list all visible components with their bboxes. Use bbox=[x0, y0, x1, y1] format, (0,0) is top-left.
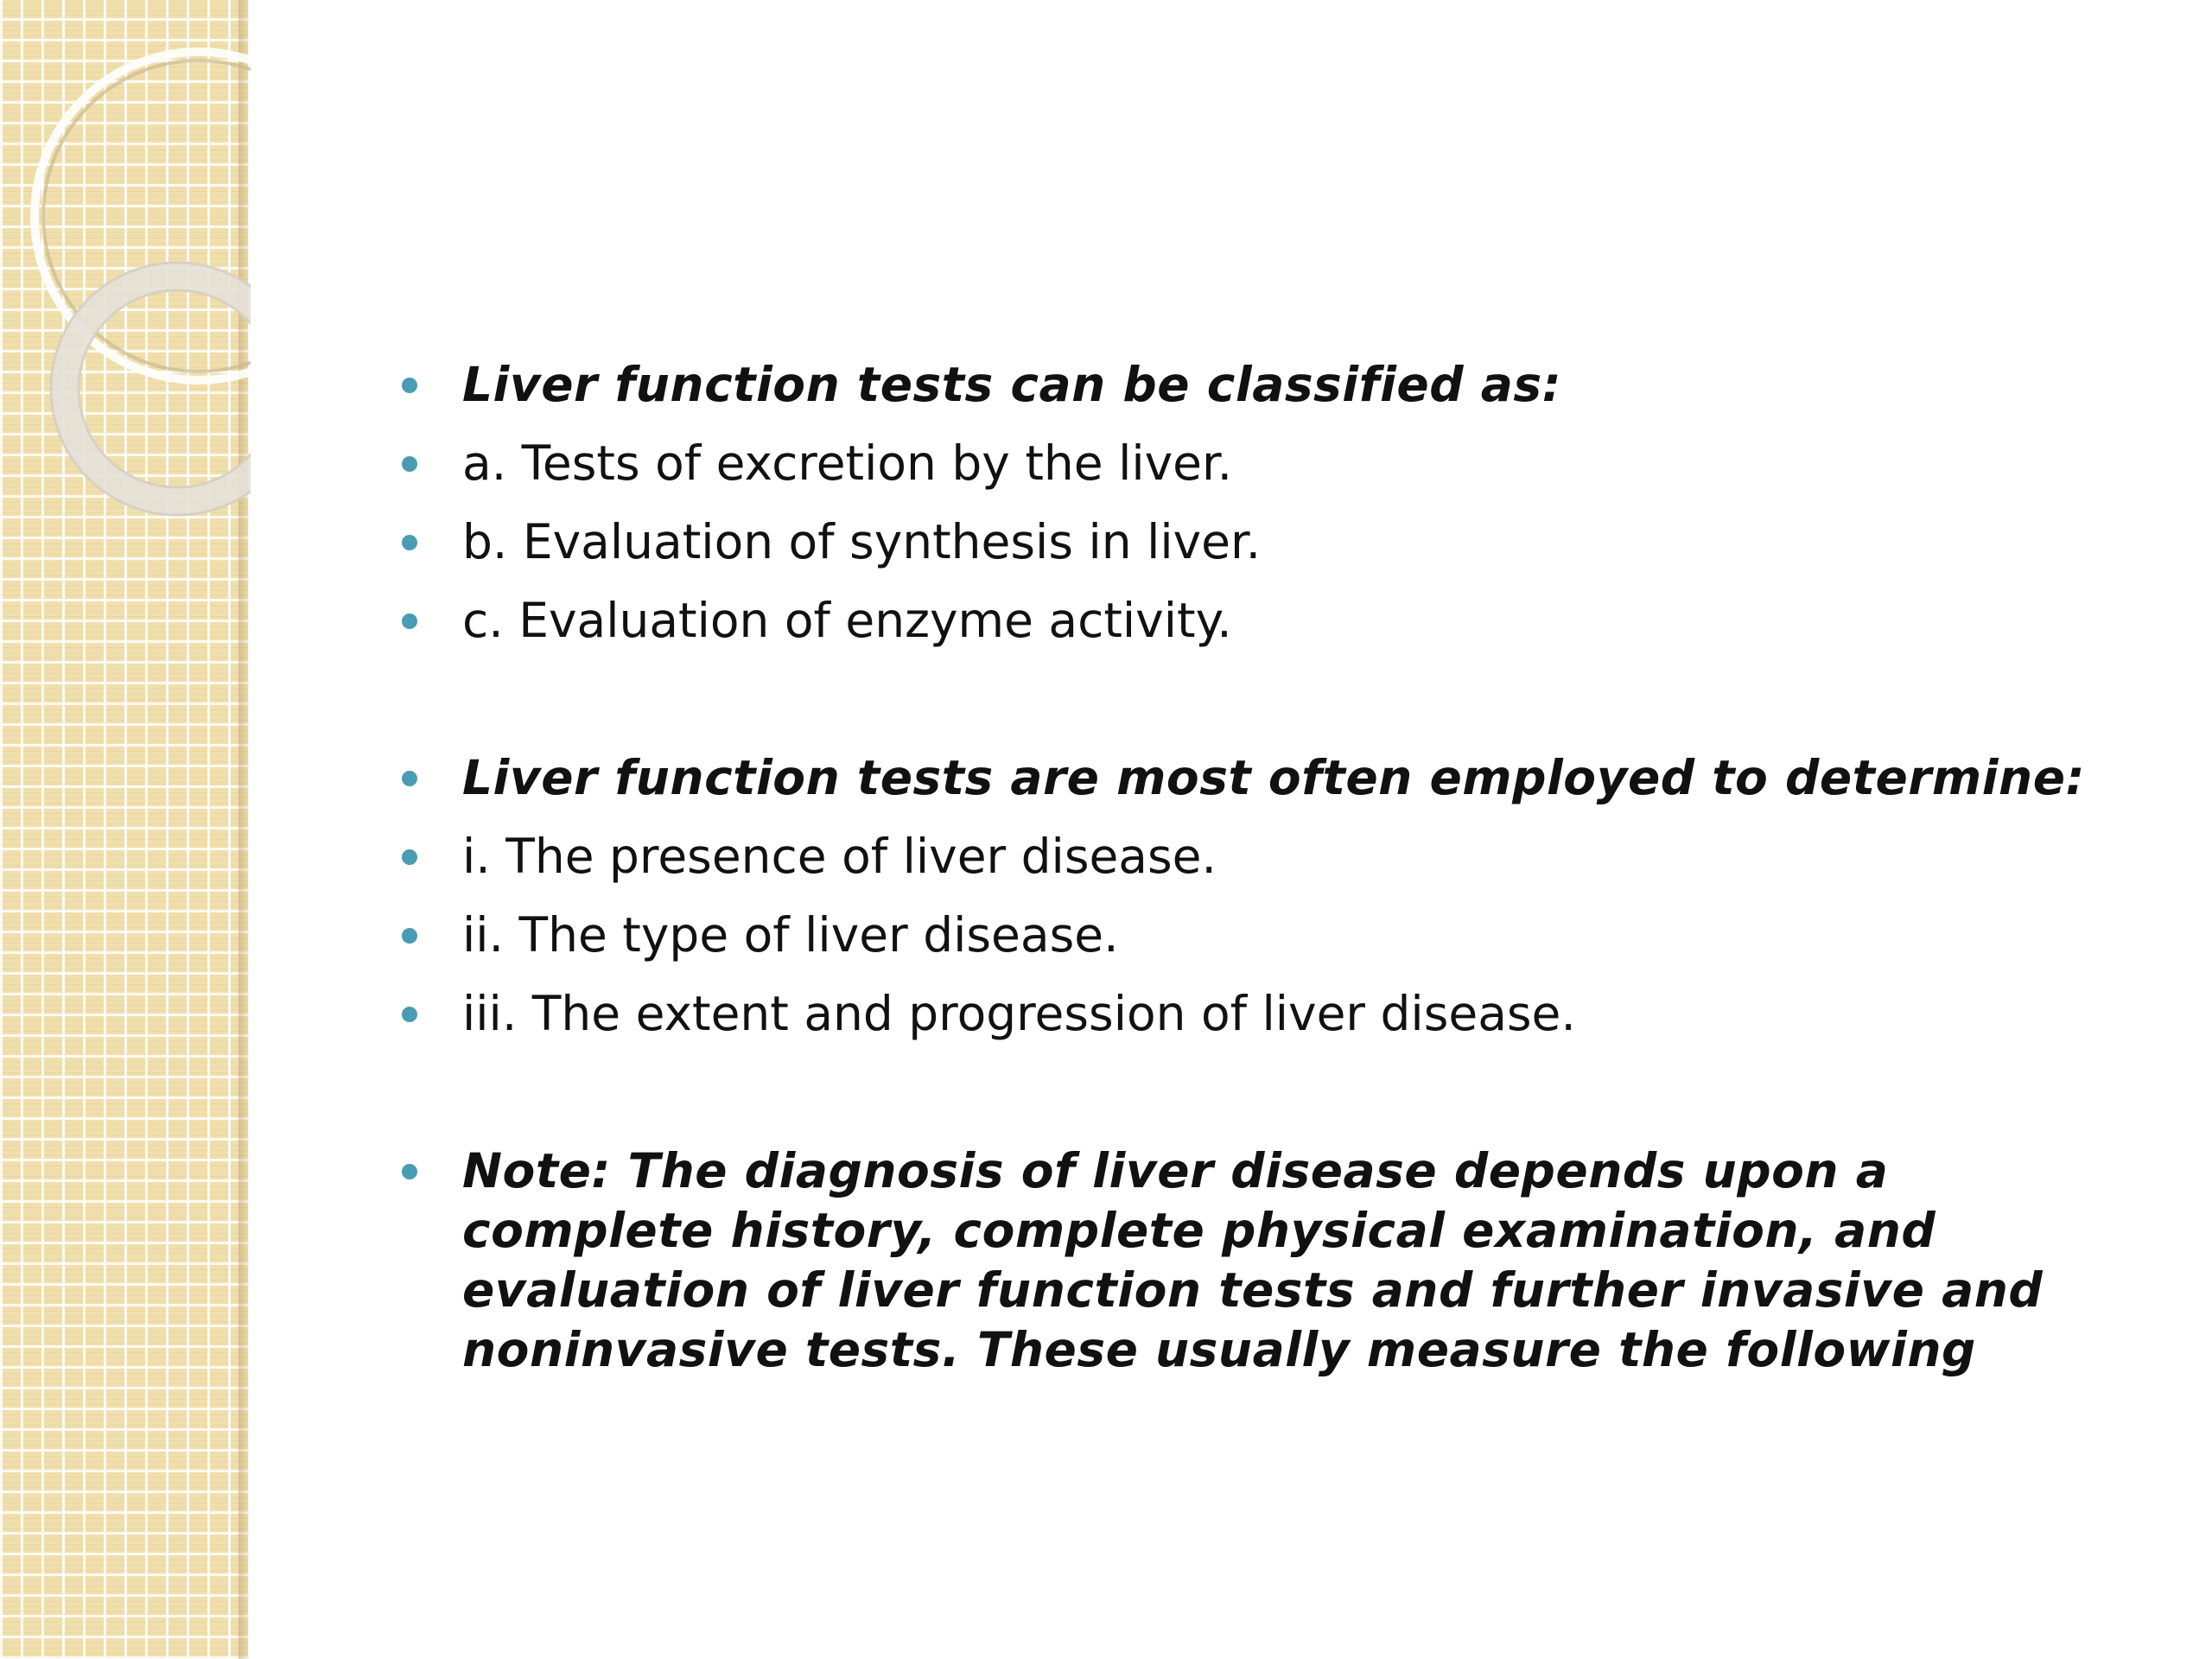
list-item bbox=[380, 503, 2177, 582]
list-item bbox=[380, 346, 2177, 424]
list-item bbox=[380, 817, 2177, 896]
list-item bbox=[380, 739, 2177, 817]
list-item-text: Liver function tests are most often employed to determine: bbox=[462, 750, 2085, 805]
decorative-rings-icon bbox=[0, 0, 251, 553]
bullet-icon bbox=[402, 613, 417, 629]
list-item bbox=[380, 582, 2177, 660]
list-item-text: b. Evaluation of synthesis in liver. bbox=[462, 514, 1262, 569]
list-item bbox=[380, 896, 2177, 975]
bullet-icon bbox=[402, 1164, 417, 1179]
list-item-text: Liver function tests can be classified as: bbox=[462, 357, 1562, 412]
list-item-text: c. Evaluation of enzyme activity. bbox=[462, 593, 1232, 648]
note-text: Note: The diagnosis of liver disease depends upon a complete history, complete physical examination, and evaluation of liver function tests and further invasive and noninvasive tests. These usually measure the following bbox=[462, 1143, 2044, 1377]
list-item-text: a. Tests of excretion by the liver. bbox=[462, 435, 1233, 491]
bullet-list bbox=[380, 346, 2177, 1380]
list-item bbox=[380, 975, 2177, 1053]
bullet-icon bbox=[402, 928, 417, 944]
list-item-text: i. The presence of liver disease. bbox=[462, 829, 1217, 884]
bullet-icon bbox=[402, 771, 417, 786]
list-item-note bbox=[380, 1132, 2143, 1380]
bullet-icon bbox=[402, 456, 417, 472]
bullet-icon bbox=[402, 1007, 417, 1022]
list-item bbox=[380, 424, 2177, 503]
bullet-icon bbox=[402, 535, 417, 550]
bullet-icon bbox=[402, 849, 417, 865]
list-item-text: ii. The type of liver disease. bbox=[462, 907, 1119, 963]
bullet-icon bbox=[402, 378, 417, 393]
list-item-text: iii. The extent and progression of liver disease. bbox=[462, 986, 1576, 1041]
